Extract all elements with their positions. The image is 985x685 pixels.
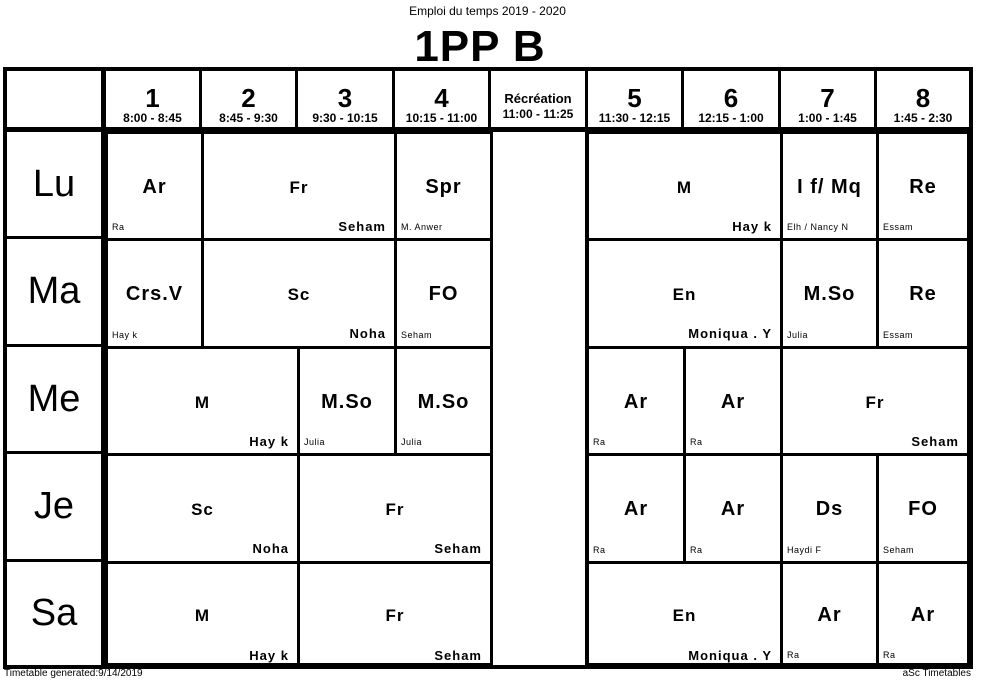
- lesson-subject: Sc: [191, 500, 214, 519]
- period-number: 3: [337, 83, 353, 113]
- lesson-cell: [781, 132, 878, 240]
- day-label-me: Me: [7, 347, 101, 454]
- lesson-subject: Crs.V: [125, 283, 184, 305]
- lesson-teacher: Hay k: [732, 219, 772, 234]
- lesson-cell: [106, 562, 299, 665]
- period-header-4: [395, 71, 491, 127]
- period-header-6: [684, 71, 781, 127]
- lesson-teacher: Ra: [593, 545, 606, 555]
- lesson-cell: [395, 239, 492, 348]
- period-number: 6: [723, 83, 739, 113]
- period-number: 2: [241, 83, 256, 113]
- lesson-cell: [877, 239, 969, 348]
- period-time: 11:30 - 12:15: [598, 111, 671, 125]
- period-header-8: [877, 71, 969, 127]
- lesson-subject: I f/ Mq: [797, 176, 862, 198]
- day-label-lu: Lu: [7, 132, 101, 239]
- period-header-2: [202, 71, 298, 127]
- lesson-subject: M.So: [321, 391, 373, 413]
- period-time: 10:15 - 11:00: [405, 111, 478, 125]
- lesson-subject: M: [194, 393, 211, 412]
- lesson-teacher: Julia: [787, 330, 809, 340]
- lesson-cell: [684, 454, 782, 563]
- period-header-5: [588, 71, 684, 127]
- lesson-teacher: Ra: [690, 545, 703, 555]
- lesson-subject: Sc: [287, 285, 311, 304]
- lesson-teacher: Noha: [349, 326, 386, 341]
- lesson-subject: Fr: [865, 393, 885, 412]
- lesson-cell: [298, 454, 492, 563]
- period-number: 8: [915, 83, 931, 113]
- period-time: 1:45 - 2:30: [893, 111, 953, 125]
- lesson-subject: Ar: [623, 391, 649, 413]
- day-label-ma: Ma: [7, 239, 101, 347]
- lesson-teacher: Ra: [787, 650, 800, 660]
- lesson-cell: [298, 562, 492, 665]
- lesson-cell: [781, 239, 878, 348]
- lesson-teacher: Noha: [252, 541, 289, 556]
- lesson-teacher: M. Anwer: [401, 222, 443, 232]
- break-header: [491, 71, 588, 127]
- lesson-cell: [877, 562, 969, 665]
- lesson-subject: Ar: [720, 498, 746, 520]
- lesson-cell: [106, 454, 299, 563]
- period-header-7: [781, 71, 877, 127]
- lesson-cell: [587, 562, 782, 665]
- lesson-teacher: Hay k: [249, 648, 289, 663]
- lesson-subject: En: [672, 285, 697, 304]
- lesson-cell: [877, 454, 969, 563]
- day-label-sa: Sa: [30, 592, 78, 634]
- lesson-teacher: Ra: [883, 650, 896, 660]
- break-column: [490, 132, 588, 665]
- lesson-cell: [587, 239, 782, 348]
- lesson-teacher: Seham: [434, 648, 482, 663]
- lesson-cell: [781, 562, 878, 665]
- lesson-cell: [684, 347, 782, 455]
- lesson-subject: Ar: [910, 604, 936, 626]
- lesson-cell: [877, 132, 969, 240]
- lesson-cell: [587, 347, 685, 455]
- lesson-teacher: Seham: [434, 541, 482, 556]
- lesson-subject: M.So: [803, 283, 856, 305]
- lesson-teacher: Elh / Nancy N: [787, 222, 849, 232]
- lesson-teacher: Ra: [112, 222, 125, 232]
- lesson-cell: [395, 132, 492, 240]
- lesson-cell: [781, 454, 878, 563]
- lesson-teacher: Seham: [338, 219, 386, 234]
- lesson-subject: Fr: [385, 500, 405, 519]
- lesson-cell: [106, 239, 203, 348]
- lesson-cell: [106, 347, 299, 455]
- period-time: 8:00 - 8:45: [123, 111, 182, 125]
- lesson-cell: [298, 347, 396, 455]
- lesson-subject: Ar: [720, 391, 746, 413]
- lesson-cell: [202, 132, 396, 240]
- lesson-subject: M.So: [417, 391, 470, 413]
- lesson-subject: M: [676, 178, 693, 197]
- lesson-subject: Ar: [817, 604, 842, 626]
- timetable-grid: [3, 67, 973, 669]
- lesson-teacher: Essam: [883, 330, 914, 340]
- lesson-subject: Re: [909, 176, 937, 198]
- period-number: 7: [820, 83, 835, 113]
- period-time: 1:00 - 1:45: [798, 111, 857, 125]
- software-credit: aSc Timetables: [902, 668, 971, 679]
- lesson-teacher: Hay k: [249, 434, 289, 449]
- period-number: 5: [627, 83, 642, 113]
- period-header-3: [298, 71, 395, 127]
- lesson-subject: Re: [909, 283, 937, 305]
- lesson-teacher: Haydi F: [787, 545, 822, 555]
- lesson-teacher: Seham: [401, 330, 433, 340]
- timetable-subtitle: Emploi du temps 2019 - 2020: [409, 4, 566, 18]
- lesson-subject: M: [194, 606, 211, 625]
- class-title: 1PP B: [414, 22, 546, 71]
- lesson-subject: FO: [428, 283, 459, 305]
- generated-date: Timetable generated:9/14/2019: [4, 668, 143, 679]
- lesson-subject: En: [672, 606, 697, 625]
- period-header-1: [106, 71, 202, 127]
- lesson-teacher: Seham: [911, 434, 959, 449]
- lesson-subject: Spr: [425, 176, 462, 198]
- lesson-teacher: Essam: [883, 222, 914, 232]
- lesson-subject: Fr: [289, 178, 309, 197]
- lesson-cell: [587, 454, 685, 563]
- period-number: 1: [145, 83, 160, 113]
- lesson-teacher: Moniqua . Y: [688, 648, 772, 663]
- lesson-cell: [106, 132, 203, 240]
- lesson-cell: [202, 239, 396, 348]
- lesson-teacher: Ra: [690, 437, 703, 447]
- lesson-cell: [395, 347, 492, 455]
- break-label: Récréation: [504, 91, 572, 106]
- period-time: 8:45 - 9:30: [219, 111, 278, 125]
- day-label-je: Je: [7, 454, 101, 562]
- lesson-subject: Fr: [385, 606, 405, 625]
- period-time: 9:30 - 10:15: [312, 111, 378, 125]
- lesson-teacher: Hay k: [112, 330, 138, 340]
- lesson-teacher: Seham: [883, 545, 915, 555]
- lesson-teacher: Ra: [593, 437, 606, 447]
- lesson-teacher: Julia: [304, 437, 326, 447]
- lesson-cell: [781, 347, 969, 455]
- lesson-subject: FO: [908, 498, 938, 520]
- lesson-teacher: Moniqua . Y: [688, 326, 772, 341]
- period-time: 12:15 - 1:00: [698, 111, 764, 125]
- lesson-teacher: Julia: [401, 437, 423, 447]
- lesson-subject: Ds: [815, 498, 844, 520]
- lesson-subject: Ar: [142, 176, 167, 198]
- lesson-cell: [587, 132, 782, 240]
- break-time: 11:00 - 11:25: [502, 107, 574, 121]
- lesson-subject: Ar: [623, 498, 649, 520]
- period-number: 4: [434, 83, 449, 113]
